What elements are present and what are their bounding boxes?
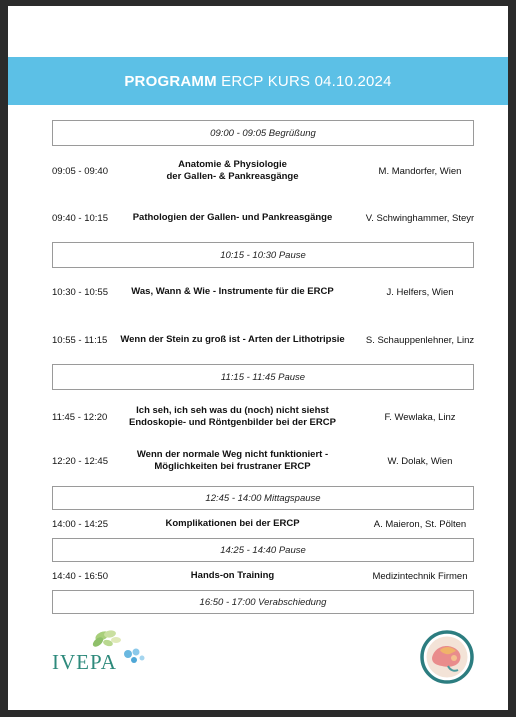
schedule-row: [52, 154, 488, 188]
row-time: 14:40 - 16:50: [52, 570, 108, 582]
society-seal: [420, 630, 474, 684]
row-speaker: J. Helfers, Wien: [386, 286, 454, 298]
row-time: 12:20 - 12:45: [52, 455, 108, 467]
row-speaker: W. Dolak, Wien: [387, 455, 453, 467]
schedule-row: [52, 284, 488, 300]
row-speaker: S. Schauppenlehner, Linz: [365, 334, 475, 346]
row-time: 11:45 - 12:20: [52, 411, 108, 423]
row-topic: Wenn der Stein zu groß ist - Arten der Lithotripsie: [120, 334, 345, 345]
break-box: 12:45 - 14:00 Mittagspause: [52, 486, 474, 510]
program-page: [8, 6, 508, 710]
row-topic: Pathologien der Gallen- und Pankreasgänge: [132, 212, 333, 223]
break-box: 11:15 - 11:45 Pause: [52, 364, 474, 390]
row-speaker: F. Wewlaka, Linz: [384, 411, 456, 423]
schedule-row: [52, 400, 488, 434]
row-speaker: V. Schwinghammer, Steyr: [365, 212, 475, 224]
break-box: 16:50 - 17:00 Verabschiedung: [52, 590, 474, 614]
schedule-row: [52, 568, 488, 584]
row-speaker: M. Mandorfer, Wien: [378, 165, 462, 177]
break-box: 14:25 - 14:40 Pause: [52, 538, 474, 562]
row-speaker: Medizintechnik Firmen: [372, 570, 468, 582]
row-topic: Komplikationen bei der ERCP: [165, 518, 300, 529]
row-topic: Wenn der normale Weg nicht funktioniert - Möglichkeiten bei frustraner ERCP: [136, 449, 329, 472]
row-time: 09:05 - 09:40: [52, 165, 108, 177]
row-time: 10:55 - 11:15: [52, 334, 108, 346]
schedule-row: [52, 332, 488, 348]
schedule-row: [52, 516, 488, 532]
schedule-row: [52, 210, 488, 226]
break-box: 09:00 - 09:05 Begrüßung: [52, 120, 474, 146]
society-seal-icon: [420, 630, 474, 684]
ivepa-logo-text: IVEPA: [52, 650, 117, 674]
title-bold: PROGRAMM: [124, 72, 217, 90]
row-topic: Ich seh, ich seh was du (noch) nicht siehst Endoskopie- und Röntgenbilder bei der ERCP: [129, 405, 336, 428]
ivepa-logo: [50, 628, 160, 674]
row-speaker: A. Maieron, St. Pölten: [373, 518, 467, 530]
row-topic: Hands-on Training: [190, 570, 275, 581]
title-rest: ERCP KURS 04.10.2024: [221, 72, 392, 90]
row-time: 09:40 - 10:15: [52, 212, 108, 224]
break-box: 10:15 - 10:30 Pause: [52, 242, 474, 268]
row-topic: Anatomie & Physiologie der Gallen- & Pankreasgänge: [166, 159, 299, 182]
row-topic: Was, Wann & Wie - Instrumente für die ERCP: [131, 286, 334, 297]
schedule-row: [52, 444, 488, 478]
program-title-banner: [8, 57, 508, 105]
row-time: 14:00 - 14:25: [52, 518, 108, 530]
row-time: 10:30 - 10:55: [52, 286, 108, 298]
